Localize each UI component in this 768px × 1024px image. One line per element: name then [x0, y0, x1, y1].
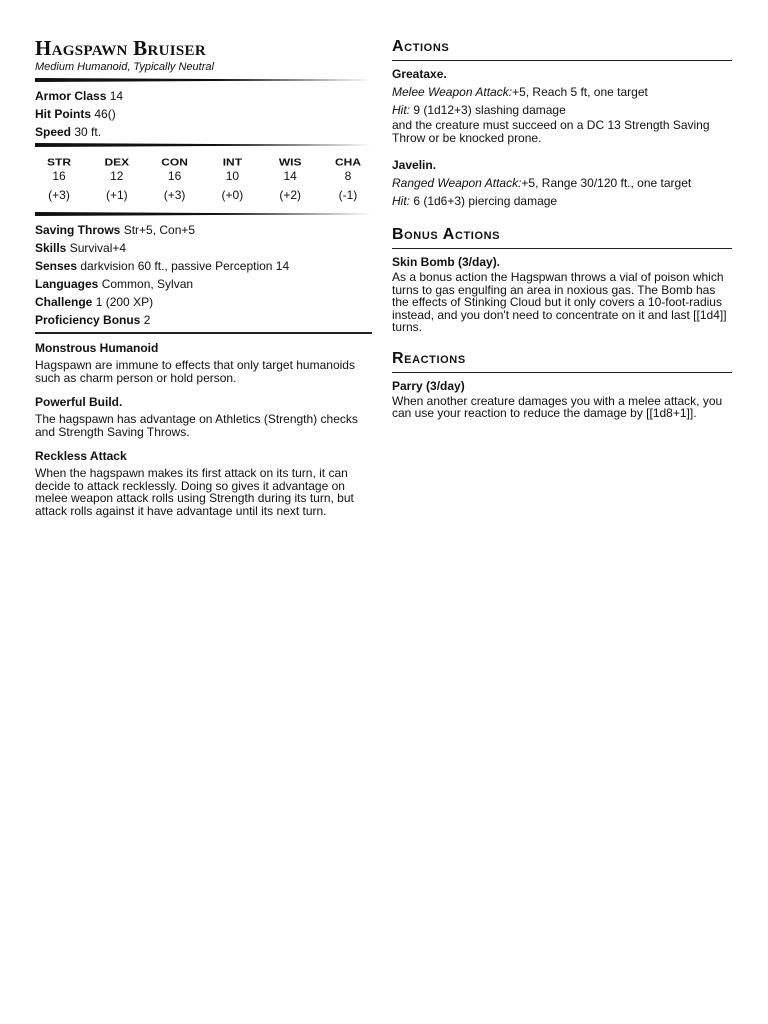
trait-reckless-attack	[35, 449, 372, 517]
tapered-rule	[35, 143, 372, 147]
ability-str: STR 16 (+3)	[47, 156, 71, 202]
bonus-actions-section	[392, 224, 732, 334]
ability-dex: DEX 12 (+1)	[104, 156, 130, 202]
action-text: When another creature damages you with a melee attack, you can use your reaction to reduce the damage by [[1d8+1]].	[392, 393, 723, 420]
actions-section	[392, 36, 732, 210]
trait-text: The hagspawn has advantage on Athletics (Strength) checks and Strength Saving Throws.	[35, 412, 358, 439]
trait-text: When the hagspawn makes its first attack on its turn, it can decide to attack recklessly. Doing so gives it advantage on melee weapon attack rolls using Strength during its turn, but attack rolls against it have advantage until its next turn.	[35, 466, 354, 518]
bonus-action-skin-bomb	[392, 255, 732, 334]
stat-block-right-column	[392, 36, 732, 434]
stat-block-left-column	[35, 36, 372, 528]
proficiency-bonus-line: Proficiency Bonus 2	[35, 313, 151, 327]
trait-name: Reckless Attack	[35, 449, 127, 463]
ability-con: CON 16 (+3)	[161, 156, 188, 202]
armor-class-line: Armor Class 14	[35, 89, 124, 103]
actions-heading: Actions	[392, 36, 732, 61]
action-attack-line: Ranged Weapon Attack:+5, Range 30/120 ft., one target	[392, 176, 692, 190]
tapered-rule	[35, 78, 372, 82]
saving-throws-line: Saving Throws Str+5, Con+5	[35, 223, 196, 237]
reactions-heading: Reactions	[392, 348, 732, 373]
reactions-section	[392, 348, 732, 420]
hit-points-line: Hit Points 46()	[35, 107, 116, 121]
senses-line: Senses darkvision 60 ft., passive Perception 14	[35, 259, 290, 273]
action-name: Skin Bomb (3/day).	[392, 255, 501, 269]
languages-line: Languages Common, Sylvan	[35, 277, 194, 291]
action-hit-line: Hit: 6 (1d6+3) piercing damage	[392, 194, 558, 208]
monster-name: Hagspawn Bruiser	[35, 36, 206, 60]
action-extra-text: and the creature must succeed on a DC 13 Strength Saving Throw or be knocked prone.	[392, 118, 710, 145]
ability-cha: CHA 8 (-1)	[334, 156, 361, 202]
action-name: Parry (3/day)	[392, 378, 465, 393]
challenge-line: Challenge 1 (200 XP)	[35, 295, 154, 309]
action-hit-line: Hit: 9 (1d12+3) slashing damage	[392, 103, 566, 117]
action-attack-line: Melee Weapon Attack:+5, Reach 5 ft, one target	[392, 85, 648, 99]
action-greataxe	[392, 67, 732, 144]
action-name: Javelin.	[392, 158, 437, 172]
trait-name: Powerful Build.	[35, 395, 123, 409]
tapered-rule	[35, 212, 372, 216]
trait-monstrous-humanoid	[35, 341, 372, 384]
trait-powerful-build	[35, 395, 372, 438]
ability-wis: WIS 14 (+2)	[278, 156, 302, 202]
bonus-actions-heading: Bonus Actions	[392, 224, 732, 249]
monster-type: Medium Humanoid, Typically Neutral	[35, 61, 214, 73]
action-javelin	[392, 158, 732, 210]
action-text: As a bonus action the Hagspwan throws a vial of poison which turns to gas engulfing an area in noxious gas. The Bomb has the effects of Stinking Cloud but it only covers a 10-foot-radius instead, and you don't need to concentrate on it and last [[1d4]] turns.	[392, 270, 727, 334]
ability-int: INT 10 (+0)	[221, 156, 244, 202]
divider	[35, 332, 372, 334]
action-name: Greataxe.	[392, 67, 447, 81]
trait-text: Hagspawn are immune to effects that only target humanoids such as charm person or hold person.	[35, 358, 355, 385]
trait-name: Monstrous Humanoid	[35, 341, 159, 355]
ability-scores	[35, 152, 372, 210]
skills-line: Skills Survival+4	[35, 241, 127, 255]
reaction-parry	[392, 379, 732, 420]
speed-line: Speed 30 ft.	[35, 125, 102, 139]
